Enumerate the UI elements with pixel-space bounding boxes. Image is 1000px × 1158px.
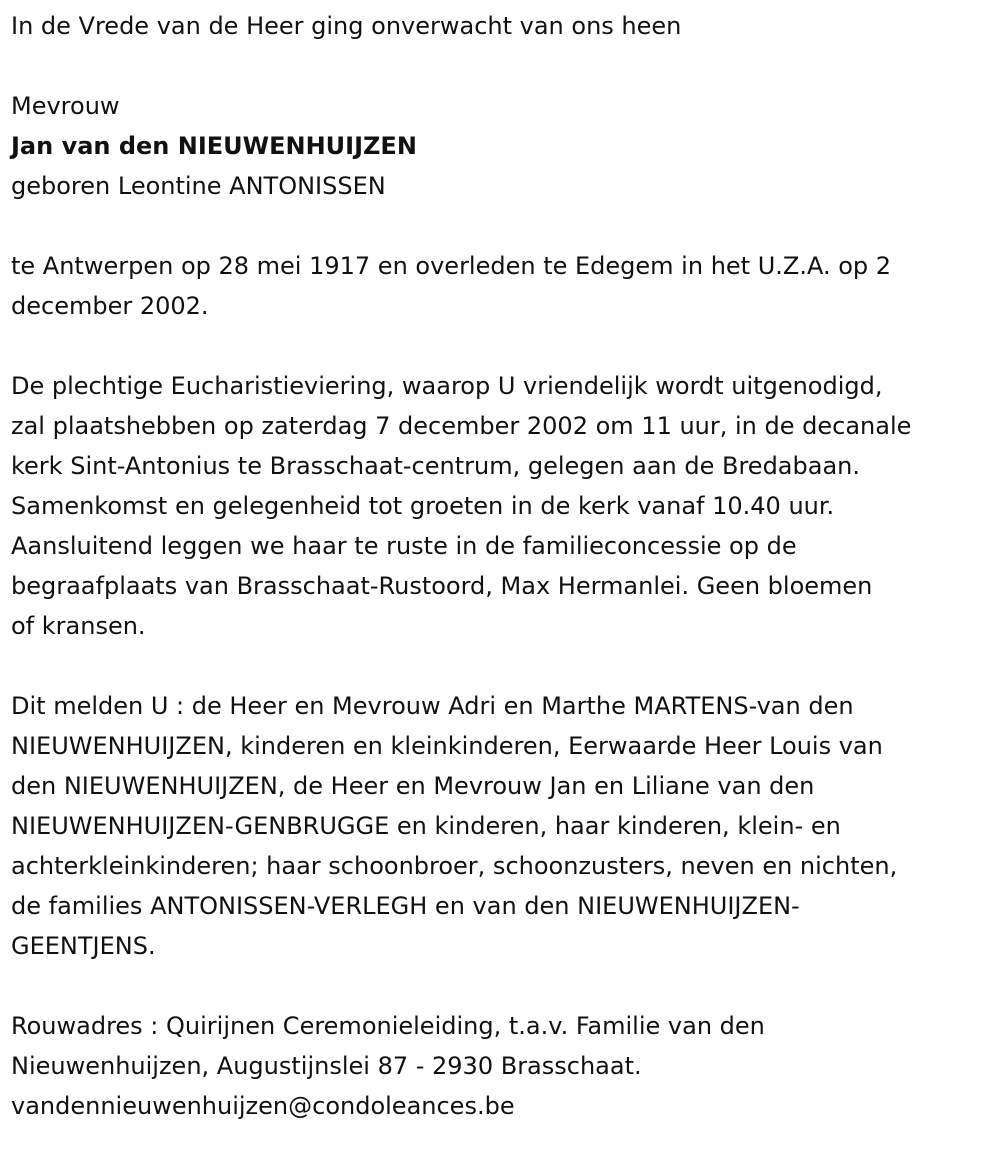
intro-text: In de Vrede van de Heer ging onverwacht van ons heen xyxy=(11,12,682,40)
paragraph-line: GEENTJENS. xyxy=(11,932,156,960)
spacer xyxy=(11,646,990,686)
spacer xyxy=(11,326,990,366)
spacer xyxy=(11,966,990,1006)
condolence-email: vandennieuwenhuijzen@condoleances.be xyxy=(11,1092,515,1120)
paragraph-line: kerk Sint-Antonius te Brasschaat-centrum, gelegen aan de Bredabaan. xyxy=(11,452,860,480)
paragraph-line: Nieuwenhuijzen, Augustijnslei 87 - 2930 Brasschaat. xyxy=(11,1052,642,1080)
paragraph-line: te Antwerpen op 28 mei 1917 en overleden te Edegem in het U.Z.A. op 2 xyxy=(11,252,892,280)
paragraph-line: Aansluitend leggen we haar te ruste in de familieconcessie op de xyxy=(11,532,797,560)
spacer xyxy=(11,46,990,86)
paragraph-line: december 2002. xyxy=(11,292,209,320)
paragraph-line: Rouwadres : Quirijnen Ceremonieleiding, t.a.v. Familie van den xyxy=(11,1012,765,1040)
paragraph-line: De plechtige Eucharistieviering, waarop U vriendelijk wordt uitgenodigd, xyxy=(11,372,883,400)
paragraph-line: den NIEUWENHUIJZEN, de Heer en Mevrouw Jan en Liliane van den xyxy=(11,772,815,800)
paragraph-line: Samenkomst en gelegenheid tot groeten in de kerk vanaf 10.40 uur. xyxy=(11,492,835,520)
spacer xyxy=(11,206,990,246)
paragraph-line: of kransen. xyxy=(11,612,146,640)
paragraph-line: Dit melden U : de Heer en Mevrouw Adri en Marthe MARTENS-van den xyxy=(11,692,854,720)
ceremony-paragraph xyxy=(11,366,990,646)
announcement-paragraph xyxy=(11,686,990,966)
paragraph-line: NIEUWENHUIJZEN-GENBRUGGE en kinderen, haar kinderen, klein- en xyxy=(11,812,841,840)
birth-death-paragraph xyxy=(11,246,990,326)
honorific: Mevrouw xyxy=(11,92,120,120)
paragraph-line: begraafplaats van Brasschaat-Rustoord, Max Hermanlei. Geen bloemen xyxy=(11,572,873,600)
paragraph-line: de families ANTONISSEN-VERLEGH en van den NIEUWENHUIJZEN- xyxy=(11,892,800,920)
birth-name: geboren Leontine ANTONISSEN xyxy=(11,172,386,200)
deceased-name: Jan van den NIEUWENHUIJZEN xyxy=(11,132,417,160)
paragraph-line: zal plaatshebben op zaterdag 7 december 2002 om 11 uur, in de decanale xyxy=(11,412,912,440)
paragraph-line: NIEUWENHUIJZEN, kinderen en kleinkinderen, Eerwaarde Heer Louis van xyxy=(11,732,883,760)
paragraph-line: achterkleinkinderen; haar schoonbroer, schoonzusters, neven en nichten, xyxy=(11,852,898,880)
mourning-address-paragraph xyxy=(11,1006,990,1126)
